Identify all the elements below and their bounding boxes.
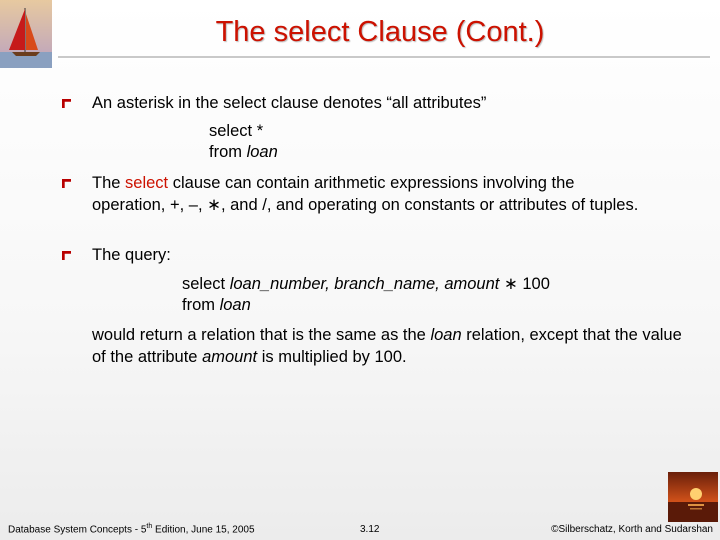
bullet-square-icon xyxy=(62,251,71,260)
footer-left: Database System Concepts - 5th Edition, June 15, 2005 xyxy=(8,522,255,535)
code-line xyxy=(209,142,278,163)
keyword-select: select xyxy=(182,275,226,293)
keyword-from: from xyxy=(209,143,242,161)
code-block-2 xyxy=(182,274,550,316)
relation-name: loan xyxy=(215,296,251,314)
footer-page-number: 3.12 xyxy=(360,524,380,535)
explanation-paragraph: would return a relation that is the same as the loan relation, except that the value of the attribute amount is multiplied by 100. xyxy=(92,326,682,366)
keyword-from: from xyxy=(182,296,215,314)
bullet-text: An asterisk in the select clause denotes “all attributes” xyxy=(92,94,487,112)
code-line xyxy=(182,274,550,295)
code-star: * xyxy=(252,122,264,140)
bullet-square-icon xyxy=(62,99,71,108)
bullet-item-1 xyxy=(62,92,652,114)
attribute-list: loan_number, branch_name, amount xyxy=(225,275,500,293)
slide-title: The select Clause (Cont.) xyxy=(215,16,545,48)
sunset-icon xyxy=(668,472,718,522)
code-line xyxy=(182,295,550,316)
bullet-text: The select clause can contain arithmetic expressions involving the operation, +, –, ∗, and /, and operating on constants or attributes of tuples. xyxy=(92,174,639,214)
multiply-expression: ∗ 100 xyxy=(499,275,550,293)
code-line xyxy=(209,121,278,142)
bullet-item-2 xyxy=(62,172,652,216)
bullet-item-3 xyxy=(62,244,652,266)
bullet-square-icon xyxy=(62,179,71,188)
code-block-1 xyxy=(209,121,278,163)
keyword-select-highlight: select xyxy=(125,174,169,192)
footer-copyright: ©Silberschatz, Korth and Sudarshan xyxy=(551,524,713,535)
keyword-select: select xyxy=(209,122,253,140)
bullet-text: The query: xyxy=(92,246,171,264)
title-divider xyxy=(58,56,710,58)
relation-name: loan xyxy=(242,143,278,161)
